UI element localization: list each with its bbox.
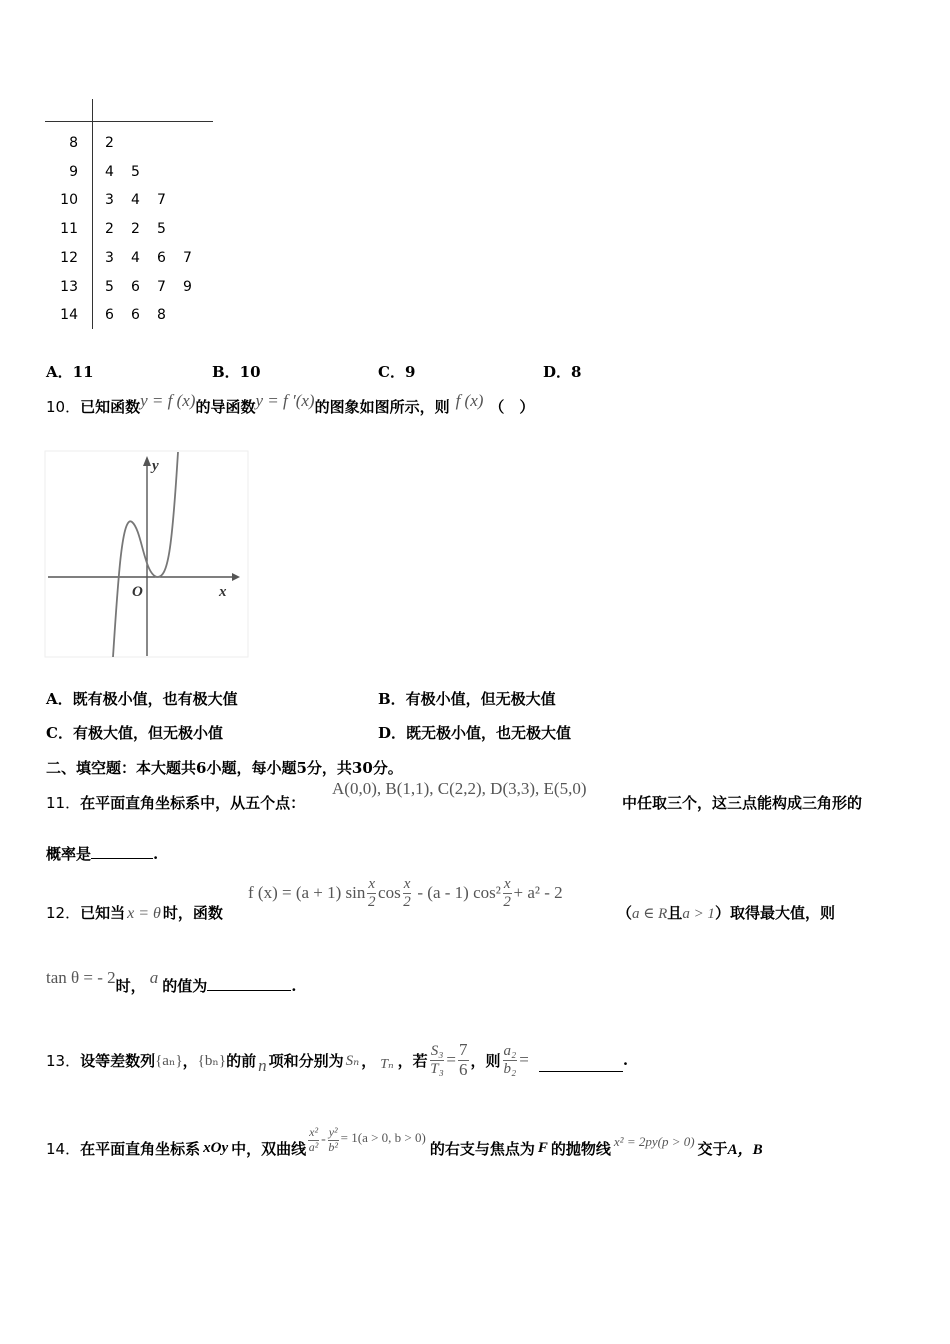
q12-cos: cos bbox=[378, 883, 401, 902]
q14-points-ab: A，B bbox=[727, 1141, 763, 1158]
q12-x-theta: x = θ bbox=[127, 905, 161, 922]
q12-frac-2: $\frac{x}{2}$ bbox=[403, 876, 411, 910]
q11-text-3: 概率是 bbox=[46, 845, 92, 863]
q10-fx: f (x) bbox=[455, 391, 484, 410]
q10-text-2: 的导函数 bbox=[195, 398, 256, 416]
q10-option-c[interactable]: C．有极大值，但无极小值 bbox=[46, 724, 223, 742]
leaf-value: 7 bbox=[183, 249, 192, 266]
origin-label: O bbox=[132, 584, 143, 600]
q10-option-a[interactable]: A．既有极小值，也有极大值 bbox=[46, 690, 238, 708]
leaf-value: 5 bbox=[105, 278, 114, 295]
q13-sn: Sₙ bbox=[345, 1052, 360, 1069]
q12-function bbox=[248, 876, 563, 910]
q9-option-a[interactable]: A．11 bbox=[46, 363, 94, 381]
leaf-value: 6 bbox=[131, 307, 140, 324]
leaf-value: 4 bbox=[131, 249, 140, 266]
q11-answer-blank[interactable] bbox=[91, 844, 153, 859]
q14-xoy: xOy bbox=[203, 1139, 229, 1156]
leaf-value: 2 bbox=[131, 221, 140, 238]
q12-condition: （a ∈ R且a > 1）取得最大值，则 bbox=[617, 904, 835, 922]
q9-option-d[interactable]: D．8 bbox=[543, 363, 582, 381]
q12-a: a bbox=[149, 968, 159, 987]
q11-number: 11． bbox=[46, 794, 81, 812]
q14-condition: = 1(a > 0, b > 0) bbox=[340, 1130, 426, 1145]
leaf-value: 4 bbox=[105, 163, 114, 180]
question-12 bbox=[46, 902, 223, 923]
q11-text-1: 在平面直角坐标系中，从五个点： bbox=[80, 794, 306, 812]
question-14: 14． 在平面直角坐标系 xOy 中，双曲线 $\frac{\text{x²}}{\text{a²}}$ - $\frac{\text{y²}}{\text{b²}}$ = 1(a > 0, b > 0) 的右支与焦点为 F 的抛物线 x² = 2py(p > 0) 交于 A，B bbox=[46, 1125, 763, 1158]
q13-seven-sixths: $\frac{7}{6}$ bbox=[459, 1039, 468, 1079]
q14-focus-f: F bbox=[537, 1139, 548, 1156]
question-11 bbox=[46, 792, 305, 813]
stem-leaf-header-line bbox=[45, 121, 213, 122]
q13-a2-over-b2: $\frac{\text{a₂}}{\text{b₂}}$ bbox=[503, 1043, 517, 1077]
q12-text-2: 时，函数 bbox=[162, 904, 223, 922]
leaf-value: 6 bbox=[157, 249, 166, 266]
leaf-value: 5 bbox=[157, 221, 166, 238]
q10-paren: （ ） bbox=[489, 398, 535, 416]
q12-minus-part: - (a - 1) cos² bbox=[417, 883, 501, 902]
leaf-value: 7 bbox=[157, 192, 166, 209]
leaf-value: 6 bbox=[105, 307, 114, 324]
q12-a-gt-1: a > 1 bbox=[682, 906, 715, 922]
q13-an: {aₙ} bbox=[155, 1052, 183, 1069]
leaf-value: 3 bbox=[105, 249, 114, 266]
stem-value: 13 bbox=[60, 278, 78, 295]
q14-x2-over-a2: $\frac{\text{x²}}{\text{a²}}$ bbox=[308, 1125, 319, 1154]
q10-text-3: 的图象如图所示，则 bbox=[314, 398, 450, 416]
q13-bn: {bₙ} bbox=[197, 1052, 227, 1069]
leaf-value: 5 bbox=[131, 163, 140, 180]
q12-answer-blank[interactable] bbox=[207, 976, 291, 991]
q10-text-1: 已知函数 bbox=[80, 398, 141, 416]
q12-text-1: 已知当 bbox=[80, 904, 126, 922]
stem-value: 10 bbox=[60, 192, 78, 209]
stem-value: 11 bbox=[60, 221, 78, 238]
q13-s3-over-t3: $\frac{\text{S₃}}{\text{T₃}}$ bbox=[430, 1043, 444, 1077]
q13-tn: Tₙ bbox=[380, 1056, 394, 1072]
q12-a-in-r: a ∈ R bbox=[632, 906, 668, 922]
stem-value: 8 bbox=[69, 135, 78, 151]
q10-func: y = f (x) bbox=[140, 391, 196, 410]
q13-number: 13． bbox=[46, 1051, 81, 1070]
leaf-value: 2 bbox=[105, 221, 114, 238]
q10-derivative-graph bbox=[44, 450, 250, 660]
leaf-value: 6 bbox=[131, 278, 140, 295]
q10-option-b[interactable]: B．有极小值，但无极大值 bbox=[378, 690, 556, 708]
q14-y2-over-b2: $\frac{\text{y²}}{\text{b²}}$ bbox=[328, 1125, 338, 1154]
q10-number: 10． bbox=[46, 398, 81, 416]
q14-number: 14． bbox=[46, 1139, 81, 1158]
q13-n: n bbox=[258, 1056, 267, 1075]
stem-value: 14 bbox=[60, 307, 78, 324]
x-axis-label: x bbox=[219, 584, 227, 600]
leaf-value: 9 bbox=[183, 278, 192, 295]
q14-parabola: x² = 2py(p > 0) bbox=[613, 1134, 695, 1149]
q12-frac-3: $\frac{x}{2}$ bbox=[503, 876, 511, 910]
q9-option-c[interactable]: C．9 bbox=[378, 363, 416, 381]
leaf-value: 8 bbox=[157, 307, 166, 324]
question-10 bbox=[46, 391, 535, 417]
y-axis-label: y bbox=[152, 458, 159, 474]
q12-line-2: tan θ = - 2时， a 的值为 . bbox=[46, 968, 297, 995]
q12-tail: + a² - 2 bbox=[513, 883, 563, 902]
leaf-value: 4 bbox=[131, 192, 140, 209]
q12-number: 12． bbox=[46, 904, 81, 922]
leaf-value: 2 bbox=[105, 135, 114, 151]
q9-option-b[interactable]: B．10 bbox=[212, 363, 261, 381]
leaf-value: 3 bbox=[105, 192, 114, 209]
q11-text-2: 中任取三个，这三点能构成三角形的 bbox=[622, 794, 863, 812]
q12-f-lhs: f (x) = (a + 1) sin bbox=[248, 883, 366, 902]
q12-frac-1: $\frac{x}{2}$ bbox=[367, 876, 376, 910]
q13-answer-blank[interactable] bbox=[539, 1057, 623, 1072]
question-13: 13． 设等差数列 {aₙ} ， {bₙ} 的前 n 项和分别为 Sₙ ， Tₙ ，若 $\frac{\text{S₃}}{\text{T₃}}$ = $\frac{7}{6}$ ，则 $\frac{\text{a₂}}{\text{b₂}}$ = . bbox=[46, 1039, 629, 1079]
q10-derivative: y = f ′(x) bbox=[255, 391, 315, 410]
stem-leaf-divider bbox=[92, 99, 93, 329]
stem-value: 12 bbox=[60, 249, 78, 266]
leaf-value: 7 bbox=[157, 278, 166, 295]
q12-tan: tan θ = - 2 bbox=[46, 968, 116, 987]
stem-value: 9 bbox=[69, 163, 78, 180]
q11-line-2 bbox=[46, 843, 158, 864]
q10-option-d[interactable]: D．既无极小值，也无极大值 bbox=[378, 724, 572, 742]
q11-points: A(0,0), B(1,1), C(2,2), D(3,3), E(5,0) bbox=[332, 779, 587, 798]
q11-text-4: . bbox=[153, 845, 159, 863]
section-2-heading: 二、填空题：本大题共6小题，每小题5分，共30分。 bbox=[46, 759, 403, 777]
